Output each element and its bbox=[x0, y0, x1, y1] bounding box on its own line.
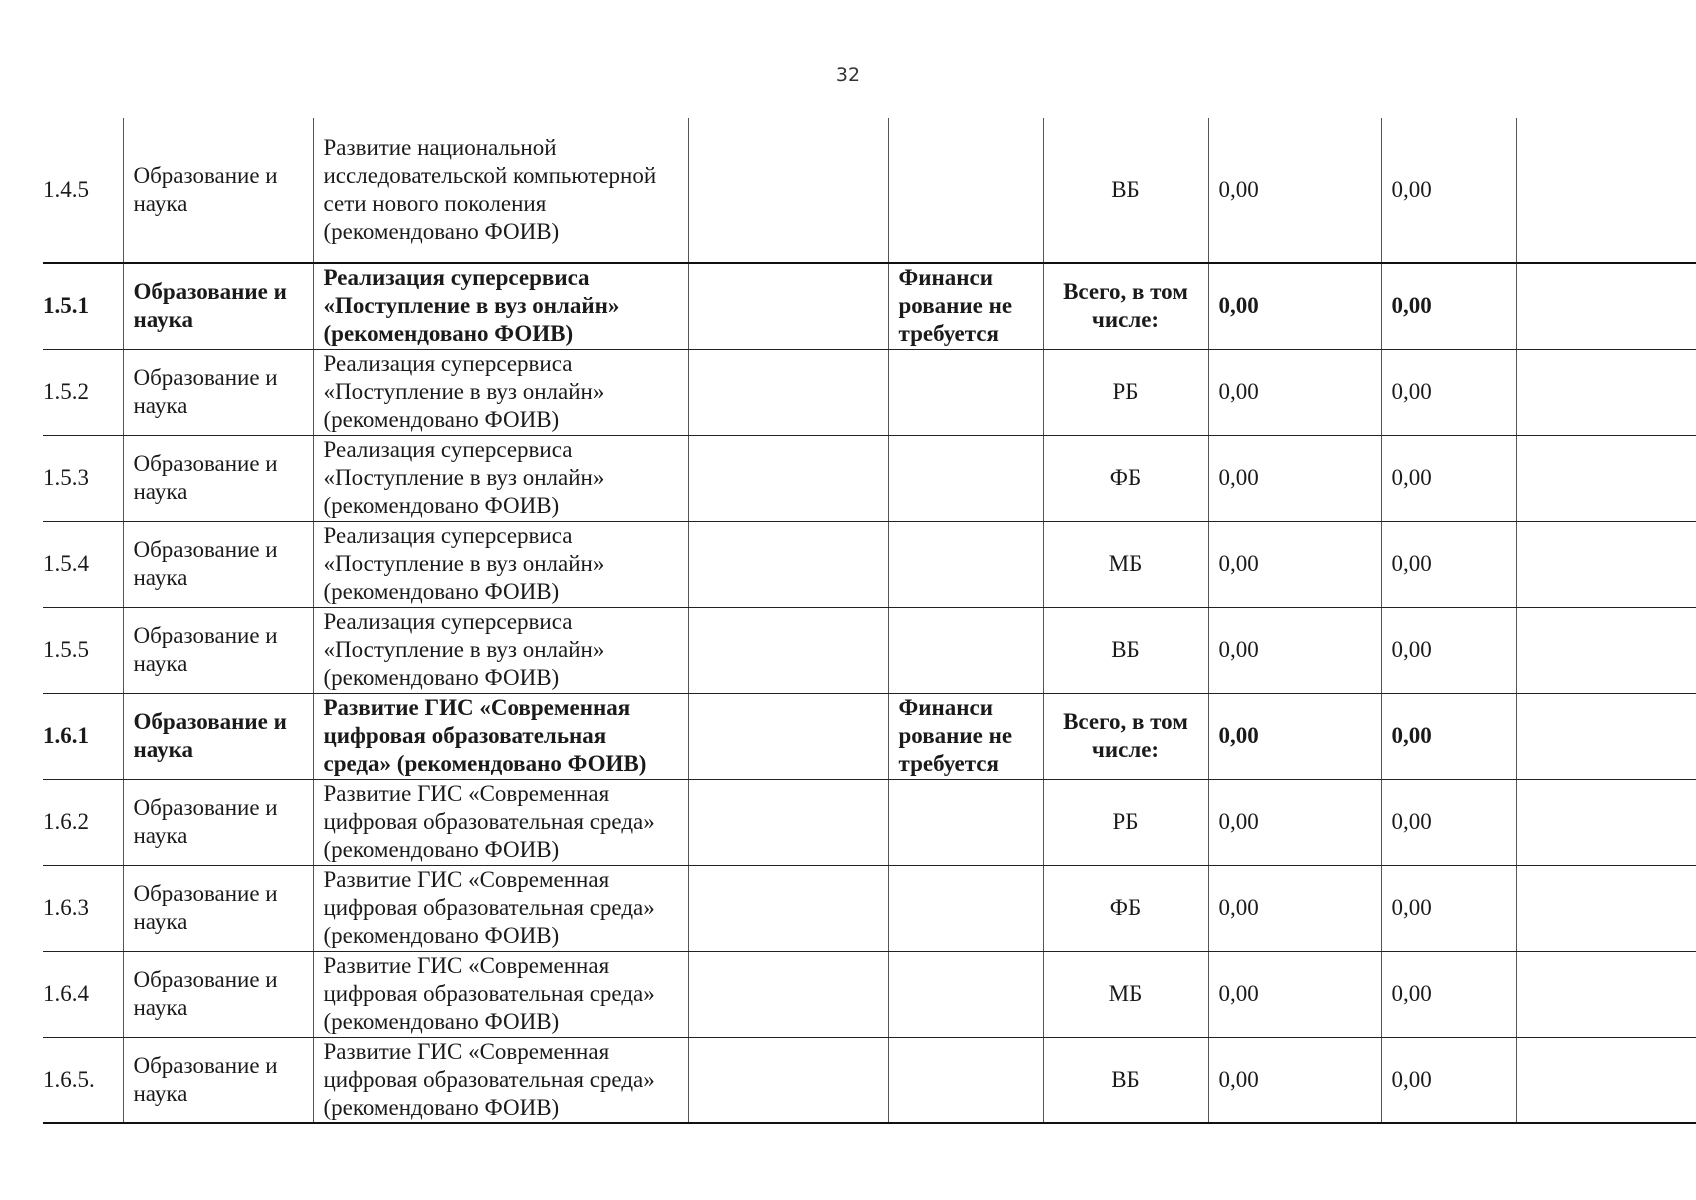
row-number: 1.6.3 bbox=[43, 865, 123, 951]
sector-cell: Образование и наука bbox=[123, 349, 313, 435]
amount-cell-b: 0,00 bbox=[1381, 865, 1516, 951]
row-number: 1.4.5 bbox=[43, 118, 123, 263]
project-name-cell: Развитие национальной исследовательской компьютерной сети нового поколения (рекомендовано ФОИВ) bbox=[313, 118, 688, 263]
amount-cell-b: 0,00 bbox=[1381, 435, 1516, 521]
project-name-cell: Развитие ГИС «Современная цифровая образовательная среда» (рекомендовано ФОИВ) bbox=[313, 779, 688, 865]
financing-note-cell bbox=[888, 607, 1043, 693]
amount-cell-a: 0,00 bbox=[1208, 263, 1381, 349]
amount-cell-a: 0,00 bbox=[1208, 118, 1381, 263]
amount-cell-b: 0,00 bbox=[1381, 349, 1516, 435]
amount-cell-b: 0,00 bbox=[1381, 951, 1516, 1037]
blank-cell bbox=[688, 1037, 888, 1123]
project-name-cell: Развитие ГИС «Современная цифровая образовательная среда» (рекомендовано ФОИВ) bbox=[313, 693, 688, 779]
table-body bbox=[43, 118, 1696, 1123]
row-number: 1.6.2 bbox=[43, 779, 123, 865]
blank-cell-tail bbox=[1516, 951, 1696, 1037]
amount-cell-a: 0,00 bbox=[1208, 607, 1381, 693]
amount-cell-b: 0,00 bbox=[1381, 1037, 1516, 1123]
amount-cell-a: 0,00 bbox=[1208, 865, 1381, 951]
funding-source-cell: МБ bbox=[1043, 951, 1208, 1037]
amount-cell-a: 0,00 bbox=[1208, 521, 1381, 607]
blank-cell bbox=[688, 118, 888, 263]
blank-cell bbox=[688, 607, 888, 693]
blank-cell-tail bbox=[1516, 693, 1696, 779]
funding-source-cell: ВБ bbox=[1043, 1037, 1208, 1123]
amount-cell-a: 0,00 bbox=[1208, 779, 1381, 865]
budget-table bbox=[43, 118, 1696, 1124]
sector-cell: Образование и наука bbox=[123, 435, 313, 521]
amount-cell-a: 0,00 bbox=[1208, 693, 1381, 779]
blank-cell bbox=[688, 779, 888, 865]
table-row bbox=[43, 435, 1696, 521]
amount-cell-b: 0,00 bbox=[1381, 607, 1516, 693]
project-name-cell: Реализация суперсервиса «Поступление в вуз онлайн» (рекомендовано ФОИВ) bbox=[313, 263, 688, 349]
blank-cell bbox=[688, 951, 888, 1037]
blank-cell-tail bbox=[1516, 521, 1696, 607]
table-row bbox=[43, 693, 1696, 779]
blank-cell-tail bbox=[1516, 263, 1696, 349]
project-name-cell: Развитие ГИС «Современная цифровая образовательная среда» (рекомендовано ФОИВ) bbox=[313, 1037, 688, 1123]
funding-source-cell: ВБ bbox=[1043, 118, 1208, 263]
amount-cell-a: 0,00 bbox=[1208, 951, 1381, 1037]
sector-cell: Образование и наука bbox=[123, 607, 313, 693]
row-number: 1.5.2 bbox=[43, 349, 123, 435]
blank-cell-tail bbox=[1516, 779, 1696, 865]
blank-cell bbox=[688, 865, 888, 951]
row-number: 1.6.5. bbox=[43, 1037, 123, 1123]
financing-note-cell bbox=[888, 865, 1043, 951]
sector-cell: Образование и наука bbox=[123, 118, 313, 263]
blank-cell bbox=[688, 349, 888, 435]
sector-cell: Образование и наука bbox=[123, 693, 313, 779]
funding-source-cell: РБ bbox=[1043, 779, 1208, 865]
funding-source-cell: ФБ bbox=[1043, 865, 1208, 951]
table-row bbox=[43, 521, 1696, 607]
table-row bbox=[43, 1037, 1696, 1123]
project-name-cell: Развитие ГИС «Современная цифровая образовательная среда» (рекомендовано ФОИВ) bbox=[313, 951, 688, 1037]
funding-source-cell: МБ bbox=[1043, 521, 1208, 607]
project-name-cell: Реализация суперсервиса «Поступление в вуз онлайн» (рекомендовано ФОИВ) bbox=[313, 521, 688, 607]
project-name-cell: Реализация суперсервиса «Поступление в вуз онлайн» (рекомендовано ФОИВ) bbox=[313, 349, 688, 435]
blank-cell bbox=[688, 521, 888, 607]
blank-cell bbox=[688, 693, 888, 779]
funding-source-cell: Всего, в том числе: bbox=[1043, 693, 1208, 779]
table-row bbox=[43, 263, 1696, 349]
blank-cell-tail bbox=[1516, 865, 1696, 951]
amount-cell-b: 0,00 bbox=[1381, 693, 1516, 779]
financing-note-cell: Финанси рование не требуется bbox=[888, 693, 1043, 779]
sector-cell: Образование и наука bbox=[123, 779, 313, 865]
table-row bbox=[43, 779, 1696, 865]
amount-cell-a: 0,00 bbox=[1208, 1037, 1381, 1123]
blank-cell bbox=[688, 435, 888, 521]
sector-cell: Образование и наука bbox=[123, 865, 313, 951]
row-number: 1.5.4 bbox=[43, 521, 123, 607]
row-number: 1.6.1 bbox=[43, 693, 123, 779]
row-number: 1.6.4 bbox=[43, 951, 123, 1037]
sector-cell: Образование и наука bbox=[123, 521, 313, 607]
amount-cell-b: 0,00 bbox=[1381, 779, 1516, 865]
financing-note-cell bbox=[888, 779, 1043, 865]
sector-cell: Образование и наука bbox=[123, 263, 313, 349]
amount-cell-a: 0,00 bbox=[1208, 435, 1381, 521]
blank-cell-tail bbox=[1516, 349, 1696, 435]
table-row bbox=[43, 118, 1696, 263]
sector-cell: Образование и наука bbox=[123, 1037, 313, 1123]
amount-cell-b: 0,00 bbox=[1381, 118, 1516, 263]
project-name-cell: Реализация суперсервиса «Поступление в вуз онлайн» (рекомендовано ФОИВ) bbox=[313, 607, 688, 693]
table-row bbox=[43, 865, 1696, 951]
amount-cell-b: 0,00 bbox=[1381, 521, 1516, 607]
blank-cell-tail bbox=[1516, 1037, 1696, 1123]
row-number: 1.5.1 bbox=[43, 263, 123, 349]
row-number: 1.5.5 bbox=[43, 607, 123, 693]
amount-cell-a: 0,00 bbox=[1208, 349, 1381, 435]
financing-note-cell bbox=[888, 349, 1043, 435]
project-name-cell: Развитие ГИС «Современная цифровая образовательная среда» (рекомендовано ФОИВ) bbox=[313, 865, 688, 951]
amount-cell-b: 0,00 bbox=[1381, 263, 1516, 349]
funding-source-cell: ФБ bbox=[1043, 435, 1208, 521]
blank-cell-tail bbox=[1516, 118, 1696, 263]
funding-source-cell: Всего, в том числе: bbox=[1043, 263, 1208, 349]
table-row bbox=[43, 607, 1696, 693]
table-row bbox=[43, 951, 1696, 1037]
financing-note-cell: Финанси рование не требуется bbox=[888, 263, 1043, 349]
financing-note-cell bbox=[888, 951, 1043, 1037]
financing-note-cell bbox=[888, 1037, 1043, 1123]
funding-source-cell: РБ bbox=[1043, 349, 1208, 435]
blank-cell-tail bbox=[1516, 435, 1696, 521]
sector-cell: Образование и наука bbox=[123, 951, 313, 1037]
blank-cell-tail bbox=[1516, 607, 1696, 693]
financing-note-cell bbox=[888, 118, 1043, 263]
financing-note-cell bbox=[888, 435, 1043, 521]
page-number: 32 bbox=[835, 64, 861, 86]
blank-cell bbox=[688, 263, 888, 349]
table-row bbox=[43, 349, 1696, 435]
row-number: 1.5.3 bbox=[43, 435, 123, 521]
financing-note-cell bbox=[888, 521, 1043, 607]
funding-source-cell: ВБ bbox=[1043, 607, 1208, 693]
project-name-cell: Реализация суперсервиса «Поступление в вуз онлайн» (рекомендовано ФОИВ) bbox=[313, 435, 688, 521]
